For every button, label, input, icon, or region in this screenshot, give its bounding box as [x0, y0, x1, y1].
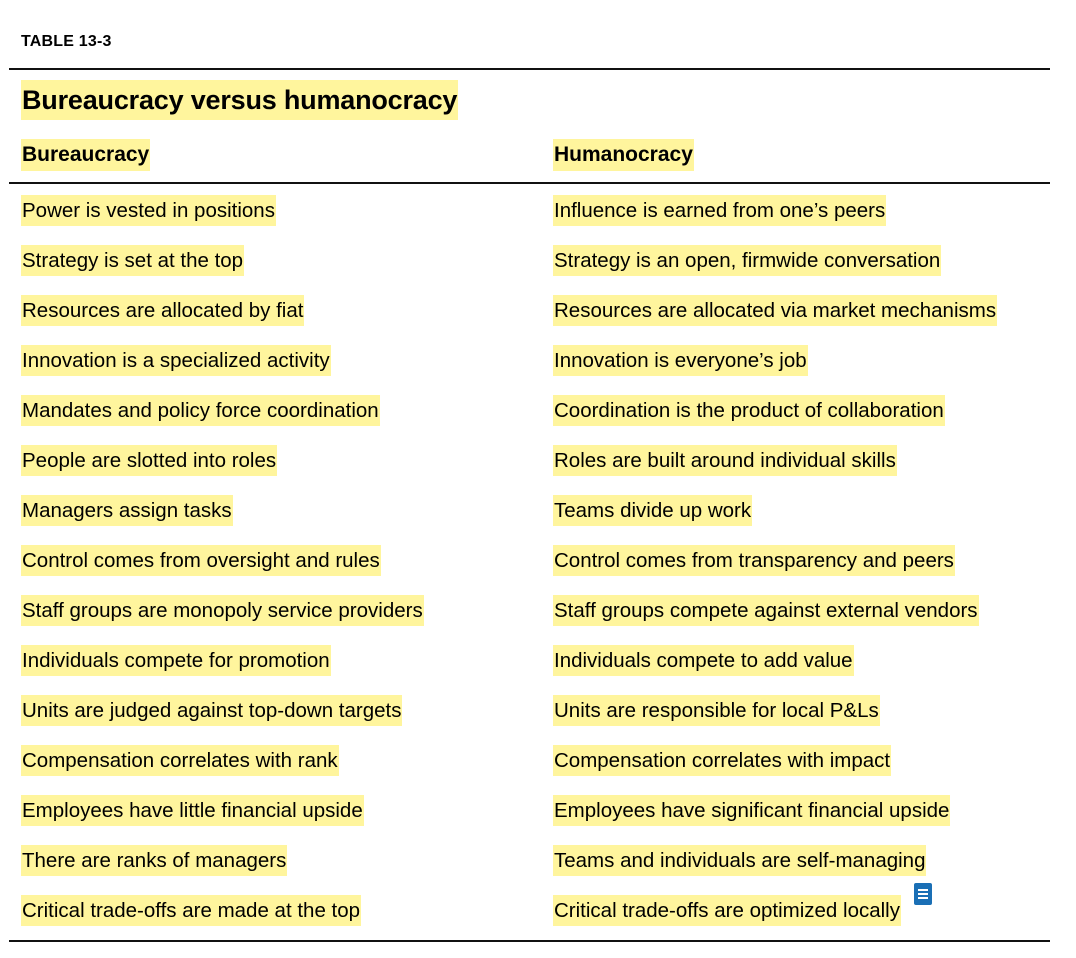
table-bottom-rule	[9, 940, 1050, 942]
cell-text: Units are responsible for local P&Ls	[553, 695, 880, 726]
cell-text: Control comes from oversight and rules	[21, 545, 381, 576]
column-header-bureaucracy	[21, 139, 150, 171]
cell-text: Staff groups compete against external vendors	[553, 595, 979, 626]
cell-text: Strategy is set at the top	[21, 245, 244, 276]
cell-text: Employees have little financial upside	[21, 795, 364, 826]
cell-text: Critical trade-offs are made at the top	[21, 895, 361, 926]
bureaucracy-cell	[21, 495, 233, 526]
table-row	[0, 195, 1076, 245]
cell-text: Staff groups are monopoly service providers	[21, 595, 424, 626]
table-row	[0, 595, 1076, 645]
cell-text: Compensation correlates with impact	[553, 745, 891, 776]
cell-text: Compensation correlates with rank	[21, 745, 339, 776]
bureaucracy-cell	[21, 645, 331, 676]
cell-text: Influence is earned from one’s peers	[553, 195, 886, 226]
column-header-humanocracy	[553, 139, 694, 171]
cell-text: Roles are built around individual skills	[553, 445, 897, 476]
cell-text: Managers assign tasks	[21, 495, 233, 526]
humanocracy-cell	[553, 895, 901, 926]
cell-text: Teams and individuals are self-managing	[553, 845, 926, 876]
cell-text: Individuals compete to add value	[553, 645, 854, 676]
table-row	[0, 345, 1076, 395]
table-top-rule	[9, 68, 1050, 70]
cell-text: Employees have significant financial upside	[553, 795, 950, 826]
humanocracy-cell	[553, 595, 979, 626]
humanocracy-cell	[553, 345, 808, 376]
cell-text: People are slotted into roles	[21, 445, 277, 476]
humanocracy-cell	[553, 745, 891, 776]
table-body	[0, 195, 1076, 945]
cell-text: Critical trade-offs are optimized locally	[553, 895, 901, 926]
bureaucracy-cell	[21, 345, 331, 376]
table-title	[21, 80, 458, 120]
humanocracy-cell	[553, 195, 886, 226]
table-row	[0, 695, 1076, 745]
cell-text: There are ranks of managers	[21, 845, 287, 876]
bureaucracy-cell	[21, 595, 424, 626]
table-title-text: Bureaucracy versus humanocracy	[21, 80, 458, 120]
cell-text: Power is vested in positions	[21, 195, 276, 226]
cell-text: Coordination is the product of collaboration	[553, 395, 945, 426]
humanocracy-cell	[553, 695, 880, 726]
humanocracy-cell	[553, 295, 997, 326]
bureaucracy-cell	[21, 795, 364, 826]
cell-text: Resources are allocated by fiat	[21, 295, 304, 326]
column-header-text: Humanocracy	[553, 139, 694, 171]
table-row	[0, 445, 1076, 495]
table-row	[0, 795, 1076, 845]
cell-text: Resources are allocated via market mechanisms	[553, 295, 997, 326]
table-row	[0, 545, 1076, 595]
humanocracy-cell	[553, 545, 955, 576]
table-row	[0, 395, 1076, 445]
table-row	[0, 495, 1076, 545]
note-icon[interactable]	[914, 883, 932, 905]
bureaucracy-cell	[21, 395, 380, 426]
bureaucracy-cell	[21, 695, 402, 726]
humanocracy-cell	[553, 645, 854, 676]
humanocracy-cell	[553, 245, 941, 276]
cell-text: Teams divide up work	[553, 495, 752, 526]
column-header-text: Bureaucracy	[21, 139, 150, 171]
bureaucracy-cell	[21, 445, 277, 476]
table-row	[0, 295, 1076, 345]
bureaucracy-cell	[21, 745, 339, 776]
cell-text: Mandates and policy force coordination	[21, 395, 380, 426]
cell-text: Innovation is everyone’s job	[553, 345, 808, 376]
header-rule	[9, 182, 1050, 184]
bureaucracy-cell	[21, 295, 304, 326]
bureaucracy-cell	[21, 845, 287, 876]
cell-text: Control comes from transparency and peers	[553, 545, 955, 576]
table-row	[0, 745, 1076, 795]
humanocracy-cell	[553, 845, 926, 876]
humanocracy-cell	[553, 445, 897, 476]
table-row	[0, 645, 1076, 695]
cell-text: Individuals compete for promotion	[21, 645, 331, 676]
bureaucracy-cell	[21, 195, 276, 226]
humanocracy-cell	[553, 395, 945, 426]
table-label: TABLE 13-3	[21, 33, 112, 50]
bureaucracy-cell	[21, 545, 381, 576]
humanocracy-cell	[553, 495, 752, 526]
cell-text: Units are judged against top-down targets	[21, 695, 402, 726]
bureaucracy-cell	[21, 895, 361, 926]
table-row	[0, 245, 1076, 295]
bureaucracy-cell	[21, 245, 244, 276]
cell-text: Innovation is a specialized activity	[21, 345, 331, 376]
cell-text: Strategy is an open, firmwide conversation	[553, 245, 941, 276]
humanocracy-cell	[553, 795, 950, 826]
